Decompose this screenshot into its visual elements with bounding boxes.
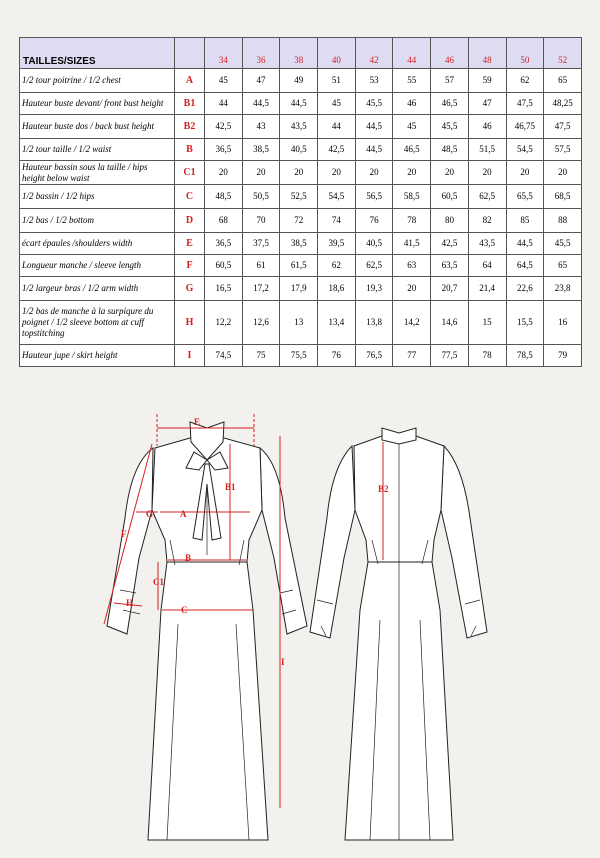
measurement-row	[20, 69, 582, 93]
measurement-value: 62,5	[468, 185, 506, 209]
measurement-value: 38,5	[280, 233, 318, 255]
front-skirt	[148, 562, 268, 840]
back-collar	[382, 428, 416, 444]
measurement-name: Hauteur buste devant/ front bust height	[20, 93, 175, 115]
measurement-code: A	[175, 69, 205, 93]
measurement-name: Hauteur buste dos / back bust height	[20, 115, 175, 139]
measurement-row	[20, 345, 582, 367]
measurement-value: 45,5	[355, 93, 393, 115]
measurement-code: B1	[175, 93, 205, 115]
size-header: 44	[393, 38, 431, 69]
measurement-value: 15,5	[506, 301, 544, 345]
measurement-name: 1/2 bas / 1/2 bottom	[20, 209, 175, 233]
measurement-value: 77,5	[431, 345, 469, 367]
measurement-row	[20, 93, 582, 115]
measurement-value: 36,5	[205, 139, 243, 161]
measurement-value: 62,5	[355, 255, 393, 277]
measurement-code: B2	[175, 115, 205, 139]
measurement-row	[20, 139, 582, 161]
measurement-row	[20, 233, 582, 255]
label-B2: B2	[378, 484, 389, 494]
measurement-value: 65,5	[506, 185, 544, 209]
measurement-value: 14,2	[393, 301, 431, 345]
measurement-value: 88	[544, 209, 582, 233]
measurement-value: 58,5	[393, 185, 431, 209]
label-G: G	[146, 509, 154, 519]
measurement-name: 1/2 bas de manche à la surpiqure du poignet / 1/2 sleeve bottom at cuff topstitching	[20, 301, 175, 345]
measurement-value: 20	[280, 161, 318, 185]
measurement-value: 20	[355, 161, 393, 185]
measurement-value: 76	[355, 209, 393, 233]
measurement-value: 57,5	[544, 139, 582, 161]
measurement-value: 45	[393, 115, 431, 139]
measurement-value: 43	[242, 115, 280, 139]
measurement-row	[20, 115, 582, 139]
measurement-value: 45,5	[544, 233, 582, 255]
measurement-value: 52,5	[280, 185, 318, 209]
measurement-value: 44	[318, 115, 356, 139]
size-header: 40	[318, 38, 356, 69]
measurement-value: 14,6	[431, 301, 469, 345]
measurement-value: 20	[506, 161, 544, 185]
measurement-value: 78	[468, 345, 506, 367]
measurement-name: 1/2 bassin / 1/2 hips	[20, 185, 175, 209]
measurement-row	[20, 255, 582, 277]
label-C1: C1	[153, 577, 164, 587]
measurement-name: Hauteur jupe / skirt height	[20, 345, 175, 367]
measurement-row	[20, 185, 582, 209]
measurement-value: 78,5	[506, 345, 544, 367]
label-A: A	[180, 509, 187, 519]
measurement-row	[20, 277, 582, 301]
measurement-value: 57	[431, 69, 469, 93]
measurement-name: Hauteur bassin sous la taille / hips height below waist	[20, 161, 175, 185]
measurement-value: 23,8	[544, 277, 582, 301]
measurement-name: 1/2 largeur bras / 1/2 arm width	[20, 277, 175, 301]
measurement-value: 74,5	[205, 345, 243, 367]
measurement-code: F	[175, 255, 205, 277]
measurement-value: 72	[280, 209, 318, 233]
measurement-value: 70	[242, 209, 280, 233]
measurement-value: 13,8	[355, 301, 393, 345]
measurement-value: 43,5	[468, 233, 506, 255]
dress-technical-drawing	[0, 400, 600, 858]
measurement-value: 44,5	[242, 93, 280, 115]
back-left-sleeve	[310, 446, 355, 638]
measurement-value: 63	[393, 255, 431, 277]
measurement-value: 46,75	[506, 115, 544, 139]
label-F: F	[121, 529, 127, 539]
measurement-value: 12,6	[242, 301, 280, 345]
measurement-value: 60,5	[431, 185, 469, 209]
measurement-value: 62	[318, 255, 356, 277]
measurement-value: 49	[280, 69, 318, 93]
measurement-value: 62	[506, 69, 544, 93]
measurement-value: 68	[205, 209, 243, 233]
measurement-value: 63,5	[431, 255, 469, 277]
measurement-value: 47	[468, 93, 506, 115]
measurement-value: 74	[318, 209, 356, 233]
header-row	[20, 38, 582, 69]
measurement-value: 79	[544, 345, 582, 367]
measurement-value: 78	[393, 209, 431, 233]
measurement-value: 51	[318, 69, 356, 93]
measurement-code: C	[175, 185, 205, 209]
measurement-value: 40,5	[280, 139, 318, 161]
measurement-name: écart épaules /shoulders width	[20, 233, 175, 255]
measurement-value: 45	[205, 69, 243, 93]
measurement-value: 48,5	[205, 185, 243, 209]
size-header: 42	[355, 38, 393, 69]
measurement-value: 47,5	[544, 115, 582, 139]
measurement-code: D	[175, 209, 205, 233]
measurement-value: 44,5	[280, 93, 318, 115]
code-header-cell	[175, 38, 205, 69]
measurement-value: 46,5	[431, 93, 469, 115]
measurement-value: 41,5	[393, 233, 431, 255]
measurement-value: 21,4	[468, 277, 506, 301]
measurement-value: 47,5	[506, 93, 544, 115]
measurement-value: 42,5	[205, 115, 243, 139]
measurement-row	[20, 209, 582, 233]
measurement-value: 54,5	[506, 139, 544, 161]
measurement-value: 61,5	[280, 255, 318, 277]
measurement-value: 46	[393, 93, 431, 115]
label-B1: B1	[225, 482, 236, 492]
measurement-value: 64,5	[506, 255, 544, 277]
measurement-value: 65	[544, 69, 582, 93]
measurement-row	[20, 161, 582, 185]
measurement-value: 82	[468, 209, 506, 233]
measurement-value: 19,3	[355, 277, 393, 301]
measurement-value: 12,2	[205, 301, 243, 345]
measurement-value: 53	[355, 69, 393, 93]
measurement-value: 59	[468, 69, 506, 93]
measurement-value: 76,5	[355, 345, 393, 367]
measurement-code: I	[175, 345, 205, 367]
measurement-value: 46	[468, 115, 506, 139]
front-right-sleeve	[260, 448, 307, 634]
measurement-code: G	[175, 277, 205, 301]
measurement-value: 20	[393, 161, 431, 185]
measurement-row	[20, 301, 582, 345]
measurement-value: 75,5	[280, 345, 318, 367]
measurement-value: 20	[205, 161, 243, 185]
measurement-value: 48,5	[431, 139, 469, 161]
measurement-value: 77	[393, 345, 431, 367]
measurement-name: 1/2 tour taille / 1/2 waist	[20, 139, 175, 161]
measurement-value: 38,5	[242, 139, 280, 161]
measurement-code: B	[175, 139, 205, 161]
measurement-value: 80	[431, 209, 469, 233]
label-C: C	[181, 605, 188, 615]
measurement-value: 44,5	[355, 139, 393, 161]
measurement-value: 17,2	[242, 277, 280, 301]
label-E: E	[194, 417, 201, 427]
back-right-sleeve	[441, 446, 487, 638]
measurement-value: 20	[242, 161, 280, 185]
measurement-value: 55	[393, 69, 431, 93]
measurement-value: 46,5	[393, 139, 431, 161]
measurement-code: E	[175, 233, 205, 255]
measurement-value: 17,9	[280, 277, 318, 301]
measurement-value: 42,5	[318, 139, 356, 161]
label-B: B	[185, 553, 192, 563]
measurement-value: 50,5	[242, 185, 280, 209]
measurement-value: 44,5	[506, 233, 544, 255]
measurement-value: 20	[318, 161, 356, 185]
measurement-value: 44	[205, 93, 243, 115]
measurement-value: 42,5	[431, 233, 469, 255]
measurement-value: 13,4	[318, 301, 356, 345]
measurement-value: 45,5	[431, 115, 469, 139]
measurement-value: 36,5	[205, 233, 243, 255]
measurement-value: 13	[280, 301, 318, 345]
size-header: 50	[506, 38, 544, 69]
measurement-value: 37,5	[242, 233, 280, 255]
measurement-value: 16	[544, 301, 582, 345]
measurement-value: 60,5	[205, 255, 243, 277]
size-header: 52	[544, 38, 582, 69]
measurement-value: 85	[506, 209, 544, 233]
measurement-value: 43,5	[280, 115, 318, 139]
measurement-value: 20,7	[431, 277, 469, 301]
size-table	[19, 37, 582, 367]
measurement-value: 15	[468, 301, 506, 345]
measurement-value: 64	[468, 255, 506, 277]
measurement-code: C1	[175, 161, 205, 185]
measurement-code: H	[175, 301, 205, 345]
sizes-header-label: TAILLES/SIZES	[20, 38, 175, 69]
measurement-value: 56,5	[355, 185, 393, 209]
label-I: I	[281, 657, 285, 667]
measurement-value: 54,5	[318, 185, 356, 209]
measurement-name: Longueur manche / sleeve length	[20, 255, 175, 277]
measurement-value: 75	[242, 345, 280, 367]
size-header: 38	[280, 38, 318, 69]
size-header: 46	[431, 38, 469, 69]
measurement-value: 18,6	[318, 277, 356, 301]
measurement-value: 22,6	[506, 277, 544, 301]
measurement-value: 20	[431, 161, 469, 185]
size-header: 34	[205, 38, 243, 69]
measurement-value: 39,5	[318, 233, 356, 255]
label-H: H	[126, 598, 134, 608]
measurement-value: 76	[318, 345, 356, 367]
measurement-value: 48,25	[544, 93, 582, 115]
measurement-value: 65	[544, 255, 582, 277]
size-header: 48	[468, 38, 506, 69]
measurement-value: 20	[544, 161, 582, 185]
measurement-value: 61	[242, 255, 280, 277]
measurement-value: 45	[318, 93, 356, 115]
measurement-value: 51,5	[468, 139, 506, 161]
measurement-name: 1/2 tour poitrine / 1/2 chest	[20, 69, 175, 93]
measurement-value: 16,5	[205, 277, 243, 301]
measurement-value: 44,5	[355, 115, 393, 139]
measurement-value: 68,5	[544, 185, 582, 209]
measurement-value: 20	[468, 161, 506, 185]
measurement-value: 47	[242, 69, 280, 93]
measurement-value: 40,5	[355, 233, 393, 255]
size-header: 36	[242, 38, 280, 69]
measurement-value: 20	[393, 277, 431, 301]
